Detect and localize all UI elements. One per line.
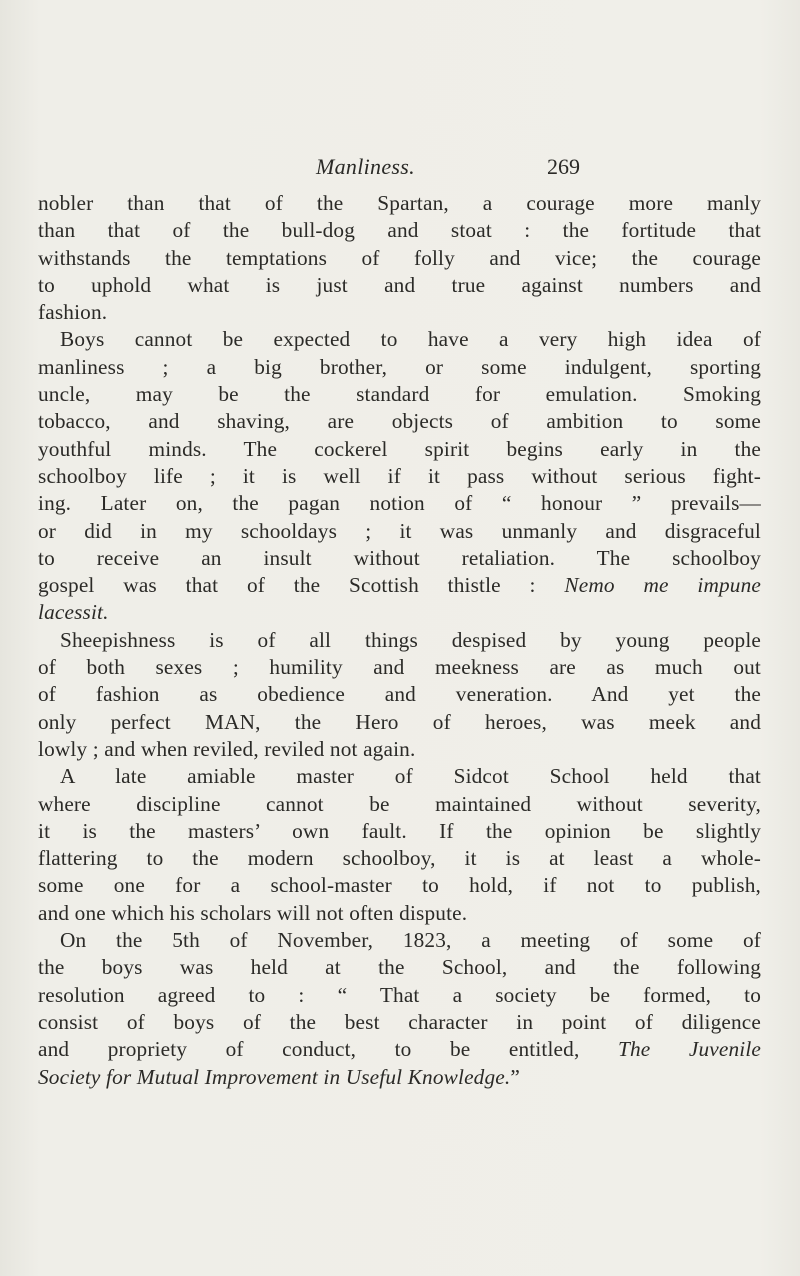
text-line	[38, 217, 761, 244]
line-text: the boys was held at the School, and the following	[38, 955, 761, 980]
line-text: consist of boys of the best character in point of diligence	[38, 1009, 761, 1034]
running-title: Manliness.	[316, 154, 415, 179]
text-line	[38, 954, 761, 981]
line-text: than that of the bull-dog and stoat : the fortitude that	[38, 218, 761, 243]
text-line	[38, 1064, 761, 1091]
line-text: only perfect MAN, the Hero of heroes, was meek and	[38, 709, 761, 734]
line-text: manliness ; a big brother, or some indulgent, sporting	[38, 354, 761, 379]
text-line	[38, 408, 761, 435]
text-line	[38, 1036, 761, 1063]
line-text: and propriety of conduct, to be entitled,	[38, 1037, 618, 1062]
line-text: uncle, may be the standard for emulation. Smoking	[38, 382, 761, 407]
text-line	[38, 518, 761, 545]
line-text: schoolboy life ; it is well if it pass without serious fight-	[38, 463, 761, 488]
line-text: to uphold what is just and true against numbers and	[38, 272, 761, 297]
line-text: ing. Later on, the pagan notion of “ honour ” prevails—	[38, 491, 761, 516]
body-text	[38, 190, 761, 1091]
text-line	[38, 709, 761, 736]
closing-quote: ”	[510, 1064, 520, 1089]
line-text: nobler than that of the Spartan, a courage more manly	[38, 191, 761, 215]
line-text: lowly ; and when reviled, reviled not again.	[38, 736, 416, 761]
text-line	[38, 1009, 761, 1036]
text-line	[38, 872, 761, 899]
text-line	[38, 982, 761, 1009]
line-text: it is the masters’ own fault. If the opinion be slightly	[38, 818, 761, 843]
page-number: 269	[547, 154, 580, 179]
line-text: where discipline cannot be maintained without severity,	[38, 791, 761, 816]
text-line	[38, 818, 761, 845]
text-line	[38, 436, 761, 463]
line-text: On the 5th of November, 1823, a meeting of some of	[60, 928, 761, 953]
italic-phrase: The Juvenile	[617, 1037, 761, 1062]
text-line	[38, 381, 761, 408]
line-text: Boys cannot be expected to have a very high idea of	[60, 327, 761, 352]
text-line	[38, 681, 761, 708]
text-line	[38, 463, 761, 490]
text-line	[38, 599, 761, 626]
line-text: or did in my schooldays ; it was unmanly and disgraceful	[38, 518, 761, 543]
line-text: some one for a school-master to hold, if not to publish,	[38, 873, 761, 898]
text-line	[38, 763, 761, 790]
line-text: youthful minds. The cockerel spirit begins early in the	[38, 436, 761, 461]
text-line	[38, 190, 761, 217]
line-text: resolution agreed to : “ That a society be formed, to	[38, 982, 761, 1007]
line-text: of both sexes ; humility and meekness are as much out	[38, 655, 761, 680]
line-text: of fashion as obedience and veneration. And yet the	[38, 682, 761, 707]
text-line	[38, 299, 761, 326]
line-text: and one which his scholars will not often dispute.	[38, 900, 468, 925]
italic-phrase: Society for Mutual Improvement in Useful Knowledge.	[38, 1064, 511, 1089]
text-line	[38, 272, 761, 299]
text-line	[38, 354, 761, 381]
text-line	[38, 845, 761, 872]
text-line	[38, 927, 761, 954]
text-line	[38, 572, 761, 599]
line-text: tobacco, and shaving, are objects of ambition to some	[38, 409, 761, 434]
text-line	[38, 900, 761, 927]
text-line	[38, 490, 761, 517]
text-line	[38, 545, 761, 572]
line-text: A late amiable master of Sidcot School held that	[60, 764, 761, 789]
italic-phrase: Nemo me impune	[564, 573, 761, 598]
text-line	[38, 654, 761, 681]
line-text: gospel was that of the Scottish thistle :	[38, 573, 565, 598]
italic-phrase: lacessit.	[38, 600, 109, 625]
line-text: to receive an insult without retaliation. The schoolboy	[38, 545, 761, 570]
text-line	[38, 326, 761, 353]
line-text: withstands the temptations of folly and vice; the courage	[38, 245, 761, 270]
line-text: fashion.	[38, 300, 108, 325]
text-line	[38, 627, 761, 654]
text-line	[38, 791, 761, 818]
text-line	[38, 245, 761, 272]
text-line	[38, 736, 761, 763]
line-text: flattering to the modern schoolboy, it is at least a whole-	[38, 846, 761, 871]
line-text: Sheepishness is of all things despised by young people	[60, 627, 761, 652]
running-head	[0, 154, 800, 184]
